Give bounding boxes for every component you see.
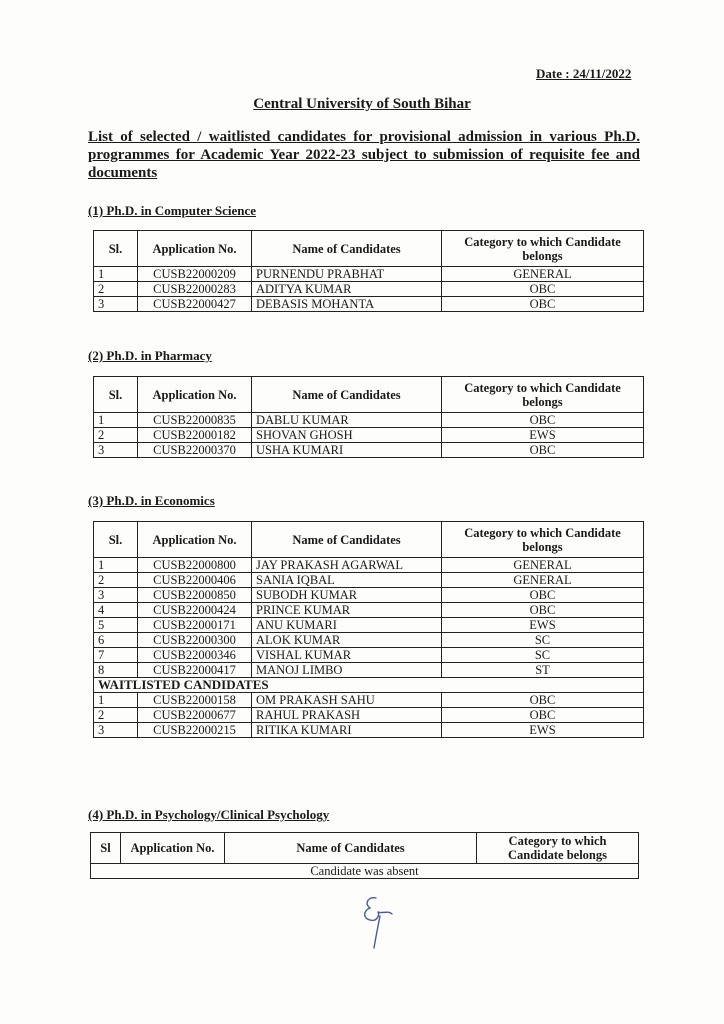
cell-sl: 3 — [94, 723, 138, 738]
cell-name: PRINCE KUMAR — [252, 603, 442, 618]
header-application-no: Application No. — [138, 377, 252, 413]
section-title-psychology: (4) Ph.D. in Psychology/Clinical Psychology — [88, 807, 330, 822]
section-title-computer-science: (1) Ph.D. in Computer Science — [88, 203, 257, 218]
table-row — [94, 618, 644, 633]
waitlisted-candidates-label: WAITLISTED CANDIDATES — [94, 678, 644, 693]
cell-category: OBC — [442, 413, 644, 428]
cell-name: RAHUL PRAKASH — [252, 708, 442, 723]
cell-sl: 2 — [94, 708, 138, 723]
cell-name: ALOK KUMAR — [252, 633, 442, 648]
cell-sl: 4 — [94, 603, 138, 618]
cell-sl: 8 — [94, 663, 138, 678]
table-row — [94, 558, 644, 573]
table-row — [94, 443, 644, 458]
cell-category: OBC — [442, 603, 644, 618]
cell-category: EWS — [442, 723, 644, 738]
cell-application-no: CUSB22000424 — [138, 603, 252, 618]
cell-category: EWS — [442, 428, 644, 443]
table-row — [94, 633, 644, 648]
table-row — [94, 297, 644, 312]
cell-category: GENERAL — [442, 573, 644, 588]
cell-sl: 7 — [94, 648, 138, 663]
header-name: Name of Candidates — [252, 522, 442, 558]
header-name: Name of Candidates — [252, 231, 442, 267]
cell-application-no: CUSB22000209 — [138, 267, 252, 282]
table-row — [94, 693, 644, 708]
cell-sl: 3 — [94, 588, 138, 603]
header-name: Name of Candidates — [252, 377, 442, 413]
cell-application-no: CUSB22000427 — [138, 297, 252, 312]
cell-sl: 5 — [94, 618, 138, 633]
header-name: Name of Candidates — [225, 833, 477, 864]
cell-application-no: CUSB22000182 — [138, 428, 252, 443]
table-row — [94, 663, 644, 678]
cell-application-no: CUSB22000158 — [138, 693, 252, 708]
cell-category: ST — [442, 663, 644, 678]
cell-name: ADITYA KUMAR — [252, 282, 442, 297]
absent-note: Candidate was absent — [91, 864, 639, 879]
header-category: Category to which Candidate belongs — [442, 377, 644, 413]
cell-application-no: CUSB22000346 — [138, 648, 252, 663]
cell-sl: 2 — [94, 573, 138, 588]
table-row — [94, 708, 644, 723]
header-category: Category to which Candidate belongs — [477, 833, 639, 864]
header-category: Category to which Candidate belongs — [442, 522, 644, 558]
header-category: Category to which Candidate belongs — [442, 231, 644, 267]
cell-name: RITIKA KUMARI — [252, 723, 442, 738]
university-name: Central University of South Bihar — [253, 96, 471, 112]
cell-application-no: CUSB22000406 — [138, 573, 252, 588]
cell-name: OM PRAKASH SAHU — [252, 693, 442, 708]
document-heading: List of selected / waitlisted candidates for provisional admission in various Ph.D. programmes for Academic Year 2022-23 subject to submission of requisite fee and documents — [88, 129, 640, 181]
cell-name: JAY PRAKASH AGARWAL — [252, 558, 442, 573]
cell-name: SANIA IQBAL — [252, 573, 442, 588]
cell-category: GENERAL — [442, 558, 644, 573]
cell-name: VISHAL KUMAR — [252, 648, 442, 663]
cell-category: OBC — [442, 443, 644, 458]
cell-application-no: CUSB22000215 — [138, 723, 252, 738]
cell-sl: 1 — [94, 693, 138, 708]
table-row — [94, 603, 644, 618]
cell-sl: 2 — [94, 282, 138, 297]
cell-application-no: CUSB22000800 — [138, 558, 252, 573]
cell-category: OBC — [442, 708, 644, 723]
cell-sl: 1 — [94, 267, 138, 282]
cell-application-no: CUSB22000171 — [138, 618, 252, 633]
table-pharmacy — [93, 376, 644, 458]
table-row — [94, 588, 644, 603]
cell-category: SC — [442, 633, 644, 648]
cell-sl: 2 — [94, 428, 138, 443]
signature — [358, 892, 398, 952]
date: Date : 24/11/2022 — [536, 66, 632, 81]
header-application-no: Application No. — [138, 522, 252, 558]
section-title-pharmacy: (2) Ph.D. in Pharmacy — [88, 348, 212, 363]
table-row — [94, 573, 644, 588]
header-application-no: Application No. — [138, 231, 252, 267]
cell-application-no: CUSB22000417 — [138, 663, 252, 678]
header-sl: Sl. — [94, 231, 138, 267]
header-sl: Sl. — [94, 377, 138, 413]
cell-name: ANU KUMARI — [252, 618, 442, 633]
cell-category: EWS — [442, 618, 644, 633]
cell-category: GENERAL — [442, 267, 644, 282]
cell-category: SC — [442, 648, 644, 663]
cell-sl: 1 — [94, 413, 138, 428]
cell-name: DABLU KUMAR — [252, 413, 442, 428]
table-row — [94, 428, 644, 443]
cell-sl: 1 — [94, 558, 138, 573]
cell-application-no: CUSB22000850 — [138, 588, 252, 603]
header-application-no: Application No. — [121, 833, 225, 864]
cell-name: DEBASIS MOHANTA — [252, 297, 442, 312]
cell-application-no: CUSB22000370 — [138, 443, 252, 458]
header-sl: Sl. — [94, 522, 138, 558]
cell-application-no: CUSB22000677 — [138, 708, 252, 723]
cell-category: OBC — [442, 297, 644, 312]
section-title-economics: (3) Ph.D. in Economics — [88, 493, 215, 508]
cell-name: SUBODH KUMAR — [252, 588, 442, 603]
table-row — [94, 267, 644, 282]
cell-application-no: CUSB22000300 — [138, 633, 252, 648]
cell-name: MANOJ LIMBO — [252, 663, 442, 678]
table-row — [94, 723, 644, 738]
table-psychology — [90, 832, 639, 879]
header-sl: Sl — [91, 833, 121, 864]
cell-category: OBC — [442, 693, 644, 708]
cell-name: SHOVAN GHOSH — [252, 428, 442, 443]
cell-name: PURNENDU PRABHAT — [252, 267, 442, 282]
cell-sl: 6 — [94, 633, 138, 648]
table-computer-science — [93, 230, 644, 312]
cell-sl: 3 — [94, 297, 138, 312]
table-row — [94, 282, 644, 297]
table-row — [94, 413, 644, 428]
table-economics — [93, 521, 644, 738]
cell-sl: 3 — [94, 443, 138, 458]
cell-category: OBC — [442, 588, 644, 603]
cell-name: USHA KUMARI — [252, 443, 442, 458]
cell-application-no: CUSB22000835 — [138, 413, 252, 428]
cell-application-no: CUSB22000283 — [138, 282, 252, 297]
table-row — [94, 648, 644, 663]
cell-category: OBC — [442, 282, 644, 297]
